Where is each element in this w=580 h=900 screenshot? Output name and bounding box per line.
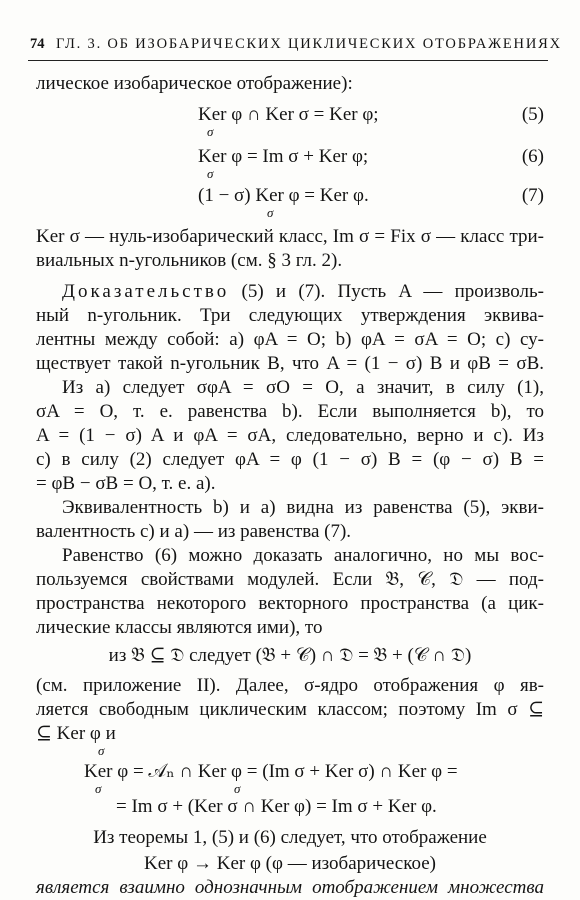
text-line: A = (1 − σ) A и φA = σA, следовательно, верно и c). Из — [36, 425, 544, 446]
text-line: Ker σ — нуль-изобарический класс, Im σ = Fix σ — класс три- — [36, 226, 544, 247]
text-line: пространства некоторого векторного пространства (а цик- — [36, 593, 544, 614]
subscript-sigma: σ — [207, 166, 214, 181]
equation-body: Ker φ ∩ Ker σ = Ker φ; — [198, 104, 379, 125]
equation-body: Ker φ = 𝒜ₙ ∩ Ker φ = (Im σ + Ker σ) ∩ Ker φ = — [84, 761, 458, 782]
text-line: пользуемся свойствами модулей. Если 𝔅, 𝒞, 𝔇 — под- — [36, 569, 544, 590]
text-line: = φB − σB = O, т. е. a). — [36, 473, 216, 494]
text-line: Из a) следует σφA = σO = O, а значит, в силу (1), — [62, 377, 544, 398]
page-number: 74 — [30, 36, 45, 52]
running-title: ГЛ. 3. ОБ ИЗОБАРИЧЕСКИХ ЦИКЛИЧЕСКИХ ОТОБРАЖЕНИЯХ — [55, 36, 562, 52]
equation-number: (6) — [521, 146, 544, 167]
equation-number: (7) — [521, 185, 544, 206]
subscript-sigma: σ — [267, 205, 274, 220]
equation-number: (5) — [521, 104, 544, 125]
text-line: Равенство (6) можно доказать аналогично, но мы вос- — [62, 545, 544, 566]
text-line: валентность c) и a) — из равенства (7). — [36, 521, 352, 542]
text-line: лентны между собой: а) φA = O; b) φA = σA = O; c) су- — [36, 329, 544, 350]
subscript-sigma: σ — [95, 781, 102, 796]
proof-text: (5) и (7). Пусть A — произволь- — [229, 281, 544, 302]
text-line: виальных n-угольников (см. § 3 гл. 2). — [36, 250, 343, 271]
text-line: c) в силу (2) следует φA = φ (1 − σ) B = (φ − σ) B = — [36, 449, 544, 470]
text-line: Из теоремы 1, (5) и (6) следует, что отображение — [93, 827, 487, 848]
subscript-sigma: σ — [98, 743, 105, 758]
display-formula: из 𝔅 ⊆ 𝔇 следует (𝔅 + 𝒞) ∩ 𝔇 = 𝔅 + (𝒞 ∩ 𝔇) — [108, 645, 472, 666]
equation-body: = Im σ + (Ker σ ∩ Ker φ) = Im σ + Ker φ. — [116, 796, 437, 817]
equation-body: Ker φ = Im σ + Ker φ; — [198, 146, 369, 167]
text-line: ществует такой n-угольник B, что A = (1 − σ) B и φB = σB. — [36, 353, 544, 374]
proof-line — [62, 280, 544, 304]
equation-body: (1 − σ) Ker φ = Ker φ. — [198, 185, 369, 206]
text-line: является взаимно однозначным отображением множества — [36, 877, 544, 898]
text-line: ный n-угольник. Три следующих утверждения эквива- — [36, 305, 544, 326]
subscript-sigma: σ — [234, 781, 241, 796]
text-line: лическое изобарическое отображение): — [36, 73, 353, 94]
text-line: лические классы являются ими), то — [36, 617, 323, 638]
display-formula: Ker φ → Ker φ (φ — изобарическое) — [144, 853, 436, 874]
subscript-sigma: σ — [207, 124, 214, 139]
running-header — [30, 36, 562, 53]
text-line: Эквивалентность b) и a) видна из равенства (5), экви- — [62, 497, 544, 518]
text-line: ⊆ Ker φ и — [36, 723, 116, 744]
text-line: (см. приложение II). Далее, σ-ядро отображения φ яв- — [36, 675, 544, 696]
proof-label: Доказательство — [62, 281, 230, 302]
header-rule — [28, 60, 548, 61]
text-line: σA = O, т. е. равенства b). Если выполняется b), то — [36, 401, 544, 422]
text-line: ляется свободным циклическим классом; поэтому Im σ ⊆ — [36, 699, 544, 720]
